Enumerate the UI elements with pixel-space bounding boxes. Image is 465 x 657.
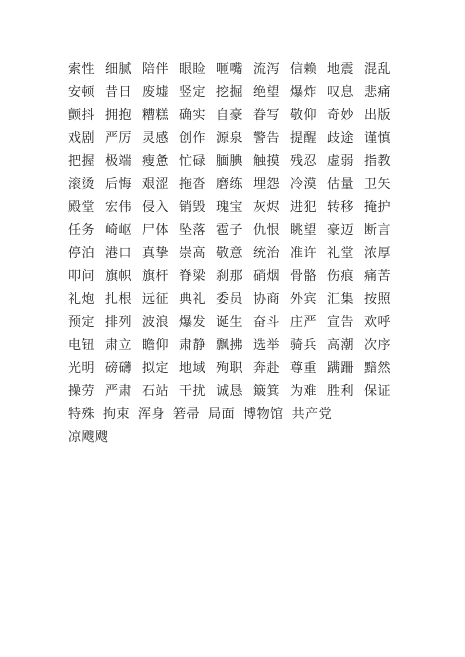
word: 骨骼 [290, 269, 318, 284]
word: 雹子 [216, 223, 244, 238]
word: 歧途 [327, 131, 355, 146]
word: 宏伟 [105, 200, 133, 215]
word: 豪迈 [327, 223, 355, 238]
word: 奔赴 [253, 361, 281, 376]
word: 瘦惫 [142, 154, 170, 169]
word-row [68, 288, 408, 311]
word: 极端 [105, 154, 133, 169]
word: 腼腆 [216, 154, 244, 169]
word: 伤痕 [327, 269, 355, 284]
word: 埋怨 [253, 177, 281, 192]
word: 波浪 [142, 315, 170, 330]
word: 浓厚 [364, 246, 392, 261]
word-row [68, 311, 408, 334]
word: 仇恨 [253, 223, 281, 238]
word: 停泊 [68, 246, 96, 261]
word: 崎岖 [105, 223, 133, 238]
word: 叹息 [327, 85, 355, 100]
word: 滚烫 [68, 177, 96, 192]
word: 簸箕 [253, 384, 281, 399]
word: 选举 [253, 338, 281, 353]
word: 废墟 [142, 85, 170, 100]
word: 拟定 [142, 361, 170, 376]
word-row [68, 81, 408, 104]
word: 虚弱 [327, 154, 355, 169]
word: 刹那 [216, 269, 244, 284]
vocabulary-list [68, 58, 408, 449]
word: 拖沓 [179, 177, 207, 192]
word: 脊梁 [179, 269, 207, 284]
word: 冷漠 [290, 177, 318, 192]
word: 地域 [179, 361, 207, 376]
word: 流泻 [253, 62, 281, 77]
word-row [68, 334, 408, 357]
word-row [68, 265, 408, 288]
word: 殉职 [216, 361, 244, 376]
word: 安顿 [68, 85, 96, 100]
word: 高潮 [327, 338, 355, 353]
word: 操劳 [68, 384, 96, 399]
word: 拘束 [103, 407, 131, 422]
word: 爆炸 [290, 85, 318, 100]
word: 为难 [290, 384, 318, 399]
word-row [68, 357, 408, 380]
word: 胜利 [327, 384, 355, 399]
word: 坠落 [179, 223, 207, 238]
word: 旗帜 [105, 269, 133, 284]
word: 干扰 [179, 384, 207, 399]
word: 谨慎 [364, 131, 392, 146]
word: 次序 [364, 338, 392, 353]
word: 局面 [208, 407, 236, 422]
word: 典礼 [179, 292, 207, 307]
word: 混乱 [364, 62, 392, 77]
word-row [68, 426, 408, 449]
word: 远征 [142, 292, 170, 307]
word: 尸体 [142, 223, 170, 238]
word: 保证 [364, 384, 392, 399]
word: 浑身 [138, 407, 166, 422]
word: 敬仰 [290, 108, 318, 123]
word: 严厉 [105, 131, 133, 146]
word: 蹒跚 [327, 361, 355, 376]
word: 警告 [253, 131, 281, 146]
word: 按照 [364, 292, 392, 307]
word: 奋斗 [253, 315, 281, 330]
word: 礼堂 [327, 246, 355, 261]
word: 戏剧 [68, 131, 96, 146]
word: 磨练 [216, 177, 244, 192]
word: 敬意 [216, 246, 244, 261]
word: 肃静 [179, 338, 207, 353]
word: 箬帚 [173, 407, 201, 422]
word: 肃立 [105, 338, 133, 353]
word: 转移 [327, 200, 355, 215]
word: 断言 [364, 223, 392, 238]
word: 确实 [179, 108, 207, 123]
word: 统治 [253, 246, 281, 261]
word: 索性 [68, 62, 96, 77]
word: 汇集 [327, 292, 355, 307]
word: 瑰宝 [216, 200, 244, 215]
word: 陪伴 [142, 62, 170, 77]
word-row [68, 58, 408, 81]
word: 崇高 [179, 246, 207, 261]
word: 扎根 [105, 292, 133, 307]
word: 共产党 [291, 407, 333, 422]
word: 侵入 [142, 200, 170, 215]
word: 忙碌 [179, 154, 207, 169]
word: 拥抱 [105, 108, 133, 123]
word: 自豪 [216, 108, 244, 123]
word: 庄严 [290, 315, 318, 330]
word: 特殊 [68, 407, 96, 422]
word: 残忍 [290, 154, 318, 169]
word: 预定 [68, 315, 96, 330]
word: 尊重 [290, 361, 318, 376]
word: 飘拂 [216, 338, 244, 353]
word: 准许 [290, 246, 318, 261]
word: 石站 [142, 384, 170, 399]
word: 糟糕 [142, 108, 170, 123]
word: 后悔 [105, 177, 133, 192]
word: 欢呼 [364, 315, 392, 330]
word: 殿堂 [68, 200, 96, 215]
word: 爆发 [179, 315, 207, 330]
word: 旗杆 [142, 269, 170, 284]
word: 奇妙 [327, 108, 355, 123]
word: 灵感 [142, 131, 170, 146]
word: 骑兵 [290, 338, 318, 353]
word-row [68, 242, 408, 265]
word: 电钮 [68, 338, 96, 353]
word: 礼炮 [68, 292, 96, 307]
word: 排列 [105, 315, 133, 330]
word: 凉飕飕 [68, 430, 109, 445]
word-row [68, 219, 408, 242]
word: 瞻仰 [142, 338, 170, 353]
word: 叩问 [68, 269, 96, 284]
word-row [68, 127, 408, 150]
word: 宣告 [327, 315, 355, 330]
word: 严肃 [105, 384, 133, 399]
word: 眷写 [253, 108, 281, 123]
word: 诚恳 [216, 384, 244, 399]
word: 咂嘴 [216, 62, 244, 77]
word-row [68, 173, 408, 196]
word: 外宾 [290, 292, 318, 307]
word: 协商 [253, 292, 281, 307]
word: 触摸 [253, 154, 281, 169]
word: 港口 [105, 246, 133, 261]
word-row [68, 104, 408, 127]
word: 估量 [327, 177, 355, 192]
word-row [68, 150, 408, 173]
word: 绝望 [253, 85, 281, 100]
word: 眺望 [290, 223, 318, 238]
word: 磅礴 [105, 361, 133, 376]
word: 提醒 [290, 131, 318, 146]
word: 源泉 [216, 131, 244, 146]
word: 任务 [68, 223, 96, 238]
word: 销毁 [179, 200, 207, 215]
word: 出版 [364, 108, 392, 123]
word: 眼睑 [179, 62, 207, 77]
word: 硝烟 [253, 269, 281, 284]
word: 悲痛 [364, 85, 392, 100]
word: 颤抖 [68, 108, 96, 123]
word: 竖定 [179, 85, 207, 100]
word: 昔日 [105, 85, 133, 100]
word: 博物馆 [243, 407, 284, 422]
word: 掩护 [364, 200, 392, 215]
word-row [68, 380, 408, 403]
word: 挖掘 [216, 85, 244, 100]
word: 灰烬 [253, 200, 281, 215]
word: 创作 [179, 131, 207, 146]
word: 卫矢 [364, 177, 392, 192]
word: 痛苦 [364, 269, 392, 284]
word-row [68, 196, 408, 219]
word: 委员 [216, 292, 244, 307]
word: 地震 [327, 62, 355, 77]
word: 指教 [364, 154, 392, 169]
word: 真挚 [142, 246, 170, 261]
word: 光明 [68, 361, 96, 376]
word: 艰涩 [142, 177, 170, 192]
word-row [68, 403, 408, 426]
word: 把握 [68, 154, 96, 169]
word: 细腻 [105, 62, 133, 77]
word: 黯然 [364, 361, 392, 376]
word: 诞生 [216, 315, 244, 330]
word: 信赖 [290, 62, 318, 77]
word: 进犯 [290, 200, 318, 215]
